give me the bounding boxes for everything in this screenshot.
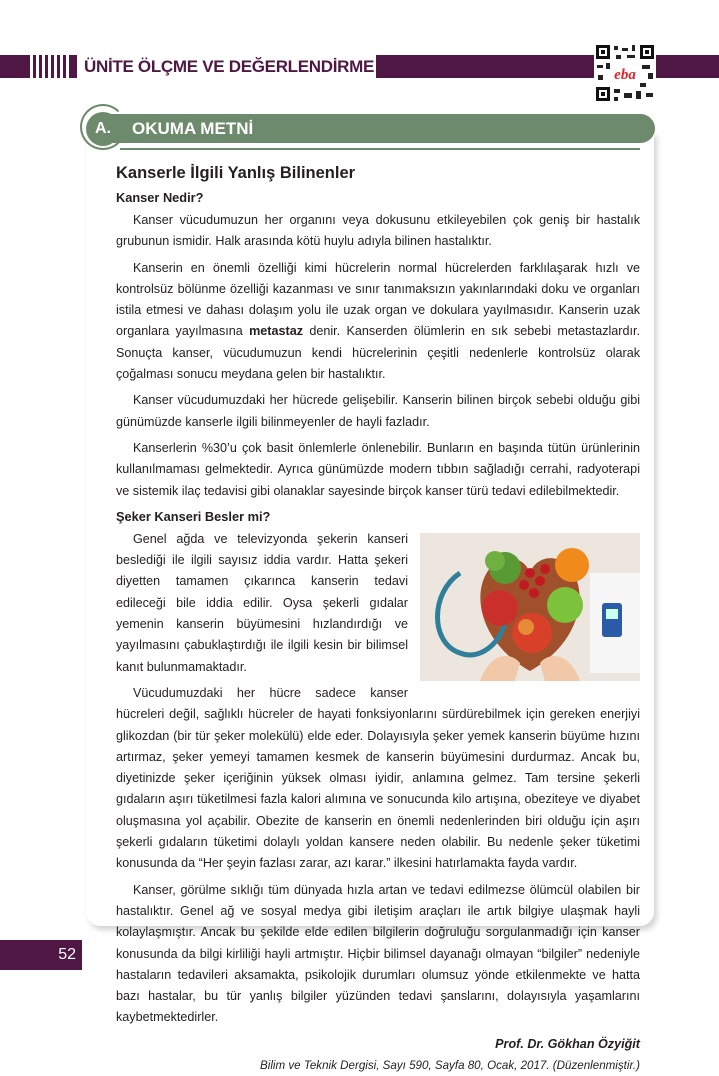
paragraph: Kanser, görülme sıklığı tüm dünyada hızla artan ve tedavi edilmezse ölümcül olabilen bir hastalıktır. Genel ağ ve sosyal medya gibi iletişim araçları ile artık bilgiye ulaşmak hayli kolaylaşmıştır. Ancak bu şekilde elde edilen bilgilerin doğruluğu sorgulanmadığı için kanser konusunda da bilgi kirliliği hayli artmıştır. Hiçbir bilimsel dayanağı olmayan “bilgiler” nedeniyle hastaların tedavileri aksamakta, psikolojik durumları olumsuz yönde etkilenmekte ve hatta bazı hastalar, bu tür yanlış bilgiler yüzünden tedavi şanslarını, dolayısıyla yaşamlarını kaybetmektedirler.: [116, 882, 640, 1025]
paragraph: [116, 258, 640, 386]
article: [116, 162, 640, 1076]
section-letter-badge: A.: [86, 112, 120, 146]
header-stripes: [33, 55, 77, 78]
paragraph: Kanserlerin %30’u çok basit önlemlerle önlenebilir. Bunların en başında tütün ürünlerinin kullanılmaması gelmektedir. Ayrıca günümüzde modern tıbbın sağladığı cerrahi, radyoterapi ve sistemik ilaç tedavisi gibi olanaklar sayesinde birçok kanser türü tedavi edilebilmektedir.: [116, 440, 640, 498]
paragraph: Kanser vücudumuzdaki her hücrede gelişebilir. Kanserin bilinen birçok sebebi olduğu gibi günümüzde kanserle ilgili bilinmeyenler de hayli fazladır.: [116, 393, 640, 429]
paragraph-text: denir. Kanserden ölümlerin en sık sebebi metastazlardır. Sonuçta kanser, vücudumuzun kendi hücrelerinin çeşitli nedenlerle kontrolsüz olarak çoğalması sonucu meydana gelen bir hastalıktır.: [116, 324, 640, 382]
page-number: 52: [0, 940, 82, 970]
section-title: OKUMA METNİ: [132, 119, 254, 138]
paragraph: Genel ağda ve televizyonda şekerin kanseri beslediği ile ilgili sayısız iddia vardır. Hatta şekeri diyetten tamamen çıkarınca kanserin tedavi edileceği bile iddia edilir. Oysa şekerli gıdalar yemenin kanserin büyümesini hızlandırdığı ve yayılmasını çabuklaştırdığı ile ilgili kesin bir bilimsel kanıt bulunmamaktadır.: [116, 531, 408, 674]
subheading-sugar: Şeker Kanseri Besler mi?: [116, 508, 271, 524]
fruit-heart-stethoscope-image: [420, 533, 640, 681]
term-metastaz: metastaz: [249, 324, 303, 339]
section-divider: [120, 148, 640, 150]
paragraph: Vücudumuzdaki her hücre sadece kanser hücreleri değil, sağlıklı hücreler de hayati fonksiyonlarını sürdürebilmek için gereken enerjiyi glikozdan (bir tür şeker molekülü) elde eder. Dolayısıyla şeker yemek kanserin büyüme hızını artırmaz, şeker yemeyi tamamen kesmek de kanserin büyümesini durdurmaz. Ancak bu, diyetinizde şeker içeriğinin yüksek olması iyidir, anlamına gelmez. Tam tersine şekerli gıdaların aşırı tüketilmesi fazla kalori alımına ve sonucunda kilo artışına, obeziteye ve diyabet oluşmasına yol açabilir. Obezite de kanserin en önemli nedenlerinden biri olduğu için aşırı şekerli gıdaların tüketimi dolaylı yoldan kansere neden olabilir. Bu nedenle şeker tüketimi konusunda da “Her şeyin fazlası zarar, azı karar.” ilkesini hatırlamakta fayda vardır.: [116, 685, 640, 871]
paragraph: Kanser vücudumuzun her organını veya dokusunu etkileyebilen çok geniş bir hastalık grubunun ismidir. Halk arasında kötü huylu adıyla bilinen hastalıktır.: [116, 213, 640, 249]
source-citation: Bilim ve Teknik Dergisi, Sayı 590, Sayfa 80, Ocak, 2017. (Düzenlenmiştir.): [260, 1058, 640, 1072]
paragraph-text: Kanserin en önemli özelliği kimi hücrelerin normal hücrelerden farklılaşarak hızlı ve kontrolsüz bölünme özelliği kazanması ve sınır tanımaksızın yakınlarındaki doku ve organları istila etmesi ve dahası dolaşım yolu ile uzak organ ve dokulara yayılmasıdır. Kanserin uzak organlara yayılmasına: [116, 260, 640, 339]
header-band-right: [376, 55, 719, 78]
article-title: Kanserle İlgili Yanlış Bilinenler: [116, 164, 356, 182]
unit-title: ÜNİTE ÖLÇME VE DEĞERLENDİRME: [84, 57, 375, 76]
qr-code[interactable]: [594, 43, 656, 103]
header-band-left: [0, 55, 30, 78]
eba-logo: eba: [614, 67, 636, 83]
subheading-what-is-cancer: Kanser Nedir?: [116, 190, 204, 205]
author: Prof. Dr. Gökhan Özyiğit: [495, 1036, 640, 1051]
